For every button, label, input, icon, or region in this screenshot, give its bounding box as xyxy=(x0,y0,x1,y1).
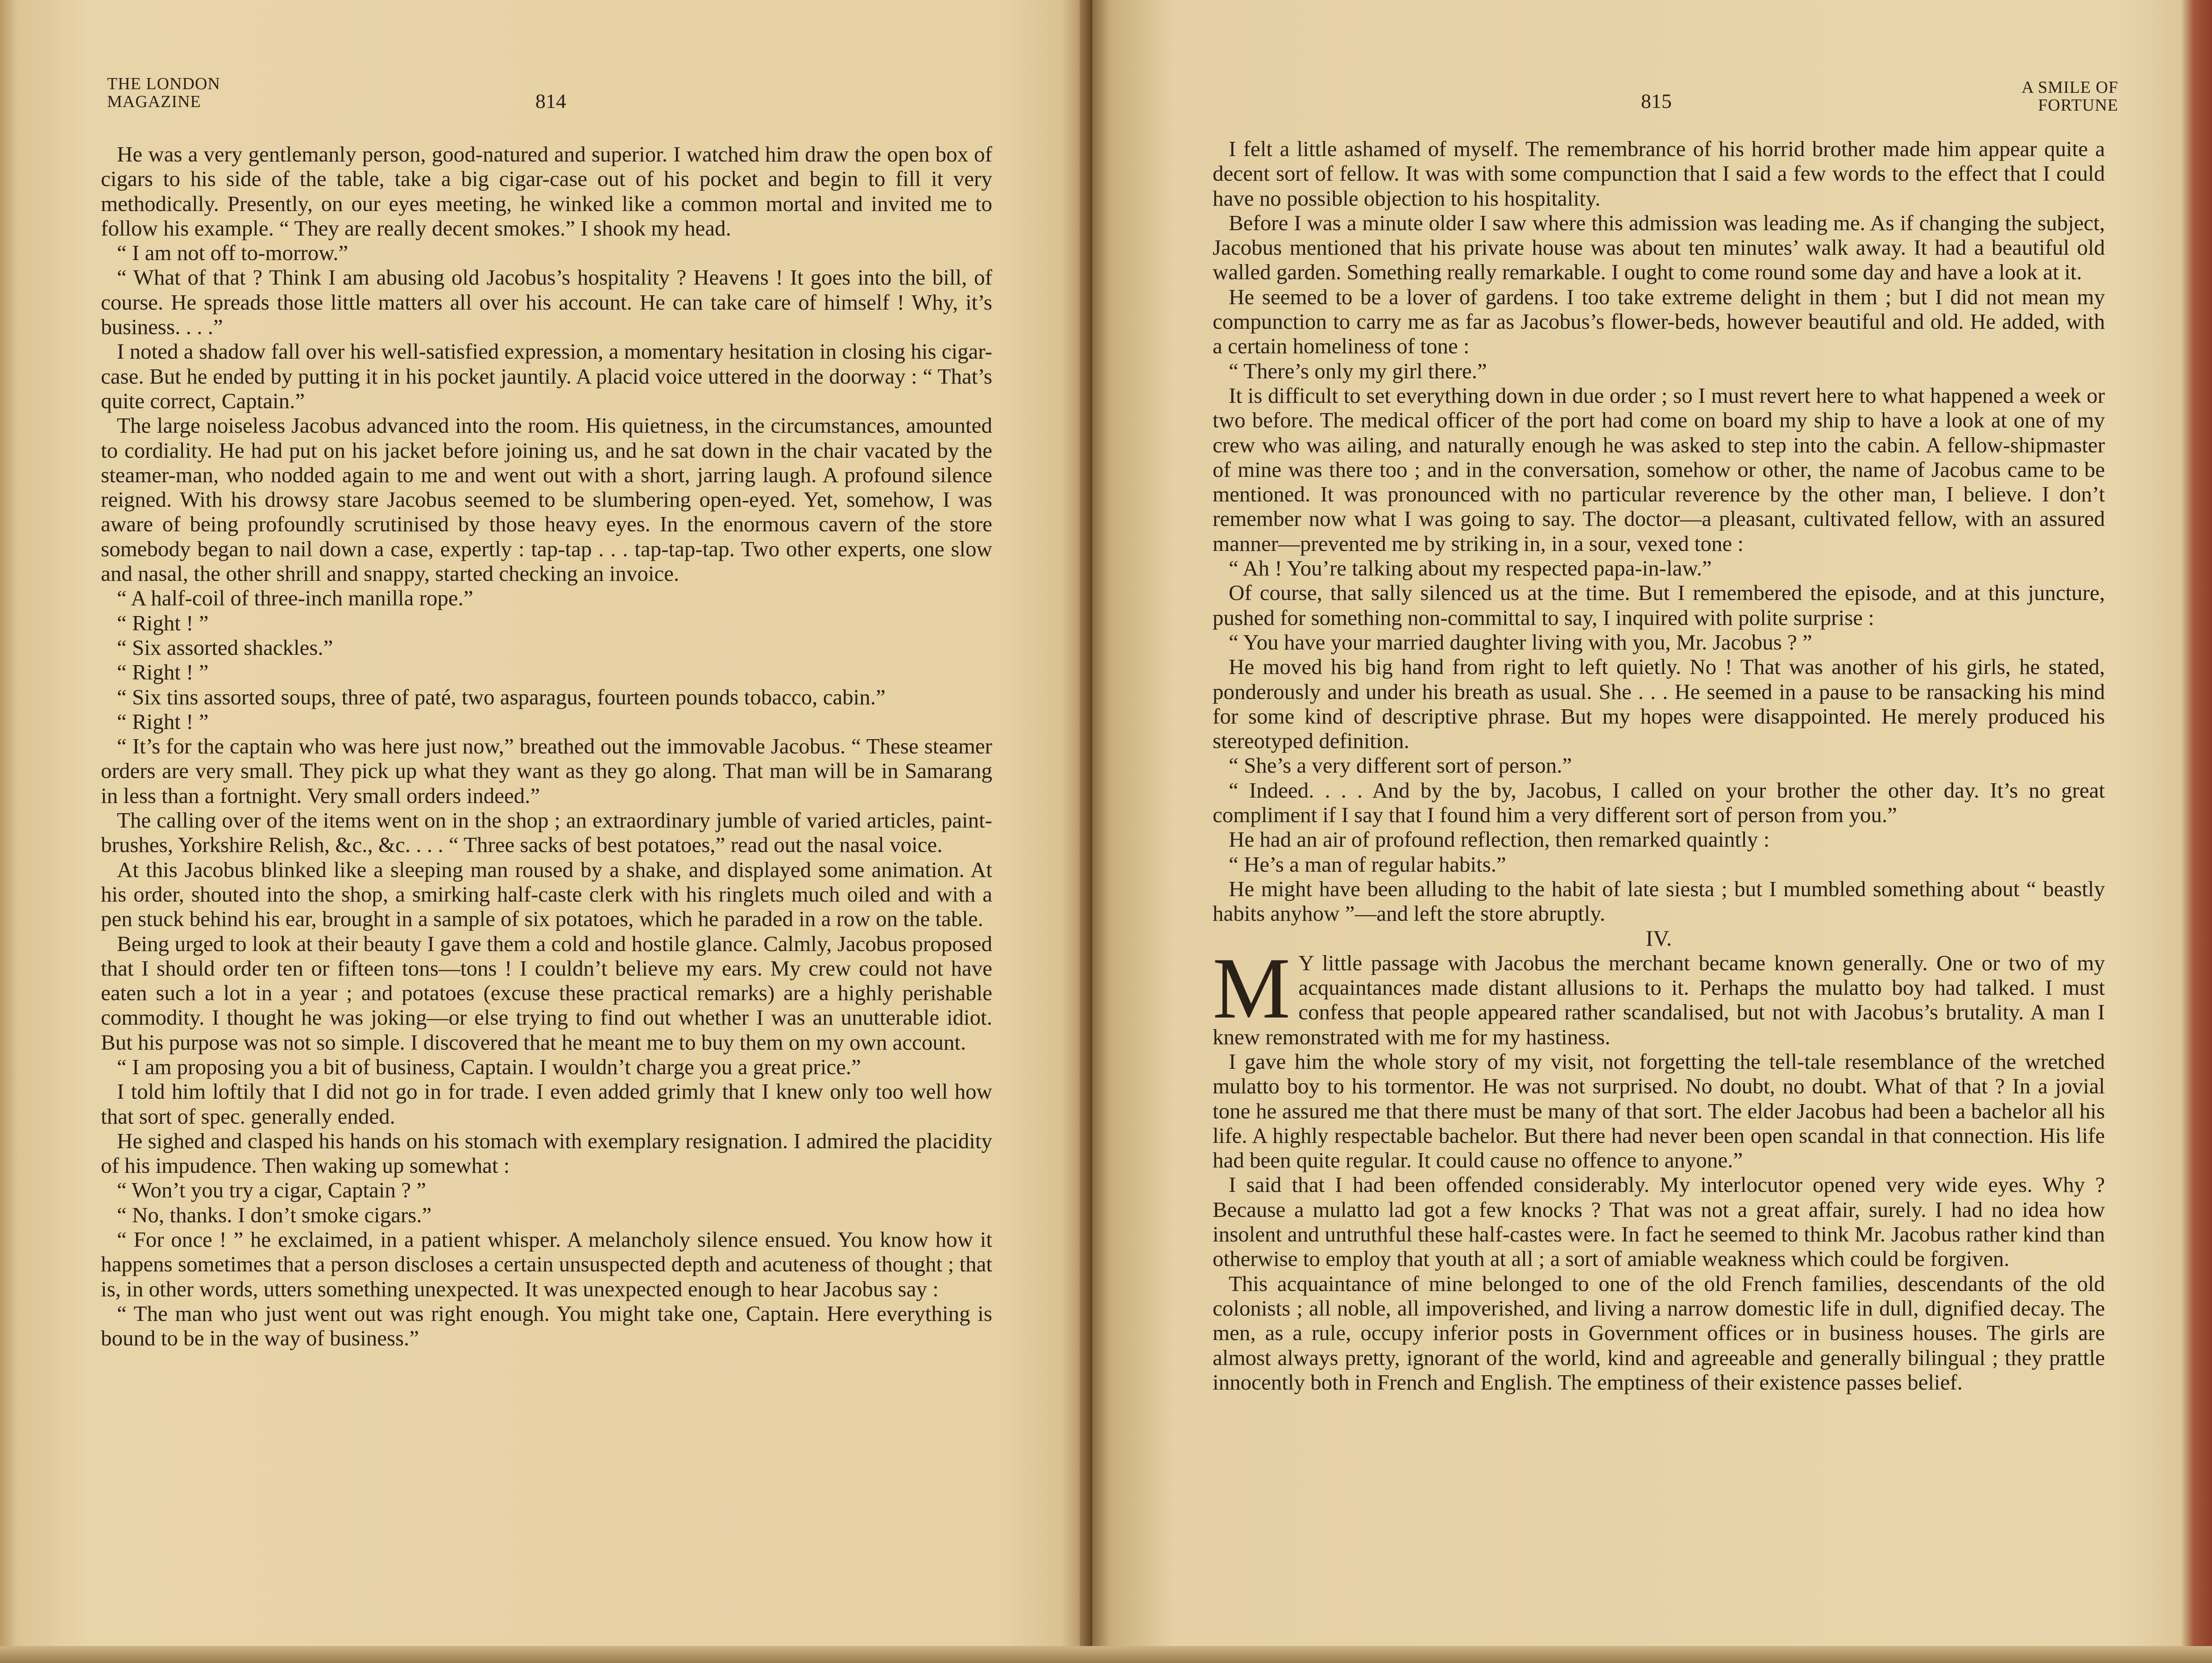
paragraph: Being urged to look at their beauty I gave them a cold and hostile glance. Calmly, Jacobus proposed that I should order ten or fifteen tons—tons ! I couldn’t believe my ears. My crew could not have eaten such a lot in a year ; and potatoes (excuse these practical remarks) are a highly perishable commodity. I thought he was joking—or else trying to find out whether I was an unutterable idiot. But his purpose was not so simple. I discovered that he meant me to buy them on my own account. xyxy=(101,931,992,1055)
left-page-body xyxy=(101,142,992,1351)
running-head-left-line2: MAGAZINE xyxy=(107,92,201,111)
paragraph: It is difficult to set everything down in due order ; so I must revert here to what happened a week or two before. The medical officer of the port had come on board my ship to have a look at one of my crew who was ailing, and naturally enough he was asked to step into the cabin. A fellow-shipmaster of mine was there too ; and in the conversation, somehow or other, the name of Jacobus came to be mentioned. It was pronounced with no particular reverence by the other man, I believe. I don’t remember now what I was going to say. The doctor—a pleasant, cultivated fellow, with an assured manner—prevented me by striking in, in a sour, vexed tone : xyxy=(1213,383,2105,556)
paragraph: He seemed to be a lover of gardens. I too take extreme delight in them ; but I did not mean my compunction to carry me as far as Jacobus’s flower-beds, however beautiful and old. He added, with a certain homeliness of tone : xyxy=(1213,284,2105,359)
paragraph: Of course, that sally silenced us at the time. But I remembered the episode, and at this juncture, pushed for something non-committal to say, I inquired with polite surprise : xyxy=(1213,580,2105,630)
paragraph: “ Indeed. . . . And by the by, Jacobus, I called on your brother the other day. It’s no great compliment if I say that I found him a very different sort of person from you.” xyxy=(1213,778,2105,827)
paragraph: I felt a little ashamed of myself. The remembrance of his horrid brother made him appear quite a decent sort of fellow. It was with some compunction that I said a few words to the effect that I could have no possible objection to his hospitality. xyxy=(1213,137,2105,211)
paragraph: “ Won’t you try a cigar, Captain ? ” xyxy=(117,1178,427,1203)
paragraph: He had an air of profound reflection, then remarked quaintly : xyxy=(1229,827,1770,852)
section-first-paragraph xyxy=(1213,939,2105,1049)
paragraph: Before I was a minute older I saw where this admission was leading me. As if changing the subject, Jacobus mentioned that his private house was about ten minutes’ walk away. It had a beautiful old walled garden. Something really remarkable. I ought to come round some day and have a look at it. xyxy=(1213,210,2105,285)
paragraph: “ The man who just went out was right enough. You might take one, Captain. Here everything is bound to be in the way of business.” xyxy=(101,1301,992,1351)
paragraph: “ He’s a man of regular habits.” xyxy=(1229,852,1506,877)
running-head-right-line1: A SMILE OF xyxy=(2021,78,2118,97)
page-number-left: 814 xyxy=(535,90,566,112)
lead-letter: Y xyxy=(1298,950,1313,975)
paragraph: I noted a shadow fall over his well-satisfied expression, a momentary hesitation in closing his cigar-case. But he ended by putting it in his pocket jauntily. A placid voice uttered in the doorway : “ That’s quite correct, Captain.” xyxy=(101,339,992,413)
right-page-body xyxy=(1213,137,2105,1394)
paragraph: “ Right ! ” xyxy=(117,610,209,635)
paragraph: He moved his big hand from right to left quietly. No ! That was another of his girls, he stated, ponderously and under his breath as usual. She . . . He seemed in a pause to be ransacking his mind for some kind of descriptive phrase. But my hopes were disappointed. He merely produced his stereotyped definition. xyxy=(1213,654,2105,753)
paragraph: “ You have your married daughter living with you, Mr. Jacobus ? ” xyxy=(1229,629,1812,654)
paragraph: He might have been alluding to the habit of late siesta ; but I mumbled something about “ beastly habits anyhow ”—and left the store abruptly. xyxy=(1213,876,2105,926)
paragraph: “ There’s only my girl there.” xyxy=(1229,358,1487,383)
paragraph: “ Right ! ” xyxy=(117,660,209,685)
right-page xyxy=(1092,0,2212,1663)
paragraph: “ Ah ! You’re talking about my respected papa-in-law.” xyxy=(1229,556,1712,581)
paragraph: This acquaintance of mine belonged to one of the old French families, descendants of the old colonists ; all noble, all impoverished, and living a narrow domestic life in dull, dignified decay. The men, as a rule, occupy inferior posts in Government offices or in business houses. The girls are almost always pretty, ignorant of the world, kind and agreeable and generally bilingual ; they prattle innocently both in French and English. The emptiness of their existence passes belief. xyxy=(1213,1271,2105,1394)
book-cover-edge xyxy=(2182,0,2212,1663)
page-bottom-edge xyxy=(0,1646,2212,1663)
paragraph: The calling over of the items went on in the shop ; an extraordinary jumble of varied articles, paint-brushes, Yorkshire Relish, &c., &c. . . . “ Three sacks of best potatoes,” read out the nasal voice. xyxy=(101,808,992,857)
paragraph: “ No, thanks. I don’t smoke cigars.” xyxy=(117,1202,432,1227)
paragraph: “ Right ! ” xyxy=(117,709,209,734)
paragraph: “ It’s for the captain who was here just now,” breathed out the immovable Jacobus. “ These steamer orders are very small. They pick up what they want as they go along. That man will be in Samarang in less than a fortnight. Very small orders indeed.” xyxy=(101,734,992,808)
paragraph: “ For once ! ” he exclaimed, in a patient whisper. A melancholy silence ensued. You know how it happens sometimes that a person discloses a certain unsuspected depth and acuteness of thought ; that is, in other words, utters something unexpected. It was unexpected enough to hear Jacobus say : xyxy=(101,1227,992,1301)
running-head-left-line1: THE LONDON xyxy=(107,74,220,93)
section-first-paragraph-text: little passage with Jacobus the merchant became known generally. One or two of my acquaintances made distant allusions to it. Perhaps the mulatto boy had talked. I must confess that people appeared rather scandalised, but not with Jacobus’s brutality. A man I knew remonstrated with me for my hastiness. xyxy=(1213,950,2105,1049)
drop-cap: M xyxy=(1213,939,1291,1037)
paragraph: I said that I had been offended considerably. My interlocutor opened very wide eyes. Why ? Because a mulatto lad got a few knocks ? That was not a great affair, surely. I had no idea how insolent and untruthful these half-castes were. In fact he seemed to think Mr. Jacobus rather kind than otherwise to employ that youth at all ; a sort of amiable weakness which could be forgiven. xyxy=(1213,1172,2105,1271)
paragraph: “ She’s a very different sort of person.” xyxy=(1229,753,1572,778)
paragraph: I gave him the whole story of my visit, not forgetting the tell-tale resemblance of the wretched mulatto boy to his tormentor. He was not surprised. No doubt, no doubt. What of that ? In a jovial tone he assured me that there must be many of that sort. The elder Jacobus had been a bachelor all his life. A highly respectable bachelor. But there had never been open scandal in that connection. His life had been quite regular. It could cause no offence to anyone.” xyxy=(1213,1049,2105,1173)
paragraph: “ I am proposing you a bit of business, Captain. I wouldn’t charge you a great price.” xyxy=(117,1054,861,1079)
paragraph: “ Six assorted shackles.” xyxy=(117,635,333,660)
paragraph: The large noiseless Jacobus advanced into the room. His quietness, in the circumstances, amounted to cordiality. He had put on his jacket before joining us, and he sat down in the chair vacated by the steamer-man, who nodded again to me and went out with a short, jarring laugh. A profound silence reigned. With his drowsy stare Jacobus seemed to be slumbering open-eyed. Yet, somehow, I was aware of being profoundly scrutinised by those heavy eyes. In the enormous cavern of the store somebody began to nail down a case, expertly : tap-tap . . . tap-tap-tap. Two other experts, one slow and nasal, the other shrill and snappy, started checking an invoice. xyxy=(101,413,992,586)
paragraph: He was a very gentlemanly person, good-natured and superior. I watched him draw the open box of cigars to his side of the table, take a big cigar-case out of his pocket and begin to fill it very methodically. Presently, on our eyes meeting, he winked like a common mortal and invited me to follow his example. “ They are really decent smokes.” I shook my head. xyxy=(101,142,992,240)
paragraph: I told him loftily that I did not go in for trade. I even added grimly that I knew only too well how that sort of spec. generally ended. xyxy=(101,1079,992,1129)
paragraph: “ A half-coil of three-inch manilla rope.” xyxy=(117,586,473,611)
paragraph: “ I am not off to-morrow.” xyxy=(117,240,348,265)
paragraph: “ What of that ? Think I am abusing old Jacobus’s hospitality ? Heavens ! It goes into the bill, of course. He spreads those little matters all over his account. He can take care of himself ! Why, it’s business. . . .” xyxy=(101,265,992,339)
running-head-right-line2: FORTUNE xyxy=(2038,96,2118,115)
paragraph: “ Six tins assorted soups, three of paté, two asparagus, fourteen pounds tobacco, cabin.” xyxy=(117,684,886,709)
left-page xyxy=(0,0,1089,1663)
page-number-right: 815 xyxy=(1641,90,1672,112)
running-head-left xyxy=(107,75,220,111)
section-number: IV. xyxy=(1645,925,1672,951)
running-head-right xyxy=(1993,79,2118,114)
paragraph: He sighed and clasped his hands on his stomach with exemplary resignation. I admired the placidity of his impudence. Then waking up somewhat : xyxy=(101,1128,992,1178)
paragraph: At this Jacobus blinked like a sleeping man roused by a shake, and displayed some animation. At his order, shouted into the shop, a smirking half-caste clerk with his ringlets much oiled and with a pen stuck behind his ear, brought in a sample of six potatoes, which he paraded in a row on the table. xyxy=(101,857,992,931)
